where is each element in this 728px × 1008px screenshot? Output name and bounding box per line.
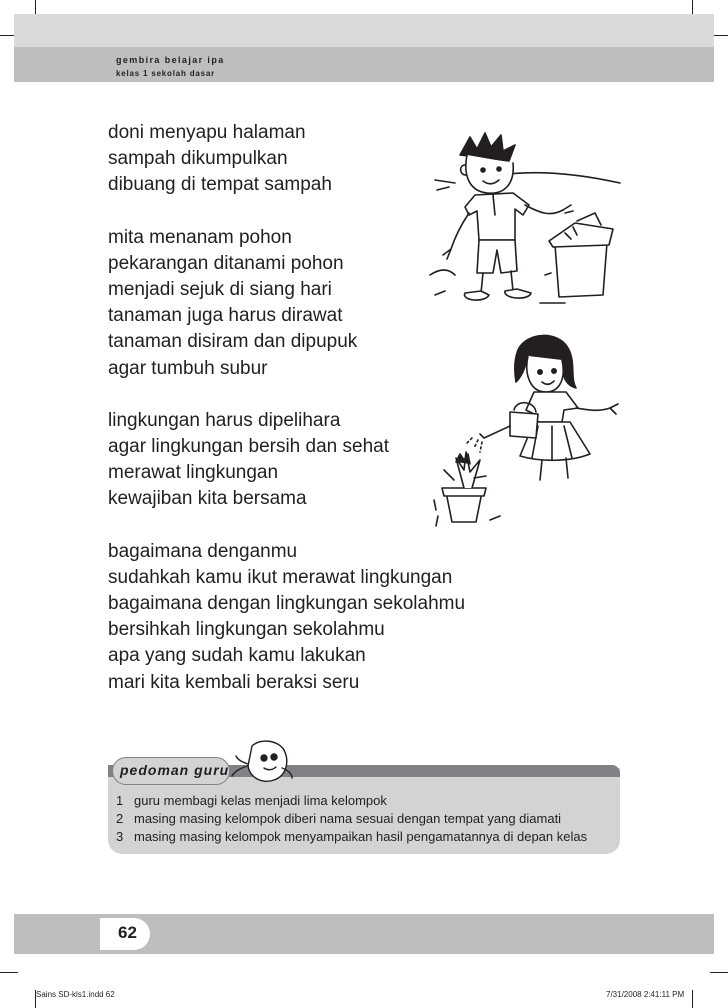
header-subtitle: kelas 1 sekolah dasar (116, 69, 216, 78)
guide-item-text: masing masing kelompok diberi nama sesuai dengan tempat yang diamati (134, 811, 562, 826)
footer-timestamp: 7/31/2008 2:41:11 PM (606, 990, 685, 999)
poem-line: dibuang di tempat sampah (108, 174, 332, 196)
teacher-guide-list (116, 792, 587, 846)
poem-line: agar tumbuh subur (108, 357, 268, 379)
page-number: 62 (118, 923, 137, 942)
poem-stanza (108, 408, 465, 513)
header-title: gembira belajar ipa (116, 55, 225, 65)
teacher-guide-label: pedoman guru (120, 762, 230, 778)
poem-line: agar lingkungan bersih dan sehat (108, 436, 389, 458)
footer-file-name: Sains SD-kls1.indd 62 (36, 990, 115, 999)
crop-mark (692, 990, 693, 1008)
poem (108, 120, 465, 722)
guide-item-text: masing masing kelompok menyampaikan hasil pengamatannya di depan kelas (134, 829, 588, 844)
poem-line: sampah dikumpulkan (108, 148, 288, 170)
guide-item-number: 3 (116, 829, 124, 844)
guide-item-text: guru membagi kelas menjadi lima kelompok (134, 793, 387, 808)
poem-line: pekarangan ditanami pohon (108, 252, 344, 274)
poem-line: kewajiban kita bersama (108, 488, 307, 510)
poem-line: bersihkah lingkungan sekolahmu (108, 619, 385, 641)
poem-line: sudahkah kamu ikut merawat lingkungan (108, 566, 453, 588)
guide-item-number: 1 (116, 793, 124, 808)
poem-line: bagaimana dengan lingkungan sekolahmu (108, 593, 466, 615)
guide-item (116, 810, 587, 828)
crop-mark (710, 972, 728, 973)
poem-line: apa yang sudah kamu lakukan (108, 645, 366, 667)
poem-line: mari kita kembali beraksi seru (108, 671, 360, 693)
poem-line: lingkungan harus dipelihara (108, 409, 341, 431)
poem-stanza (108, 120, 465, 199)
poem-line: bagaimana denganmu (108, 540, 298, 562)
paper-mascot-icon (230, 738, 294, 784)
poem-stanza (108, 539, 465, 696)
poem-line: merawat lingkungan (108, 462, 279, 484)
poem-stanza (108, 225, 465, 382)
crop-mark (0, 972, 18, 973)
guide-item-number: 2 (116, 811, 124, 826)
boy-sweeping-trash-bin-illustration (425, 125, 625, 315)
guide-item (116, 828, 587, 846)
poem-line: tanaman disiram dan dipupuk (108, 331, 358, 353)
poem-line: tanaman juga harus dirawat (108, 305, 343, 327)
guide-item (116, 792, 587, 810)
poem-line: mita menanam pohon (108, 226, 292, 248)
poem-line: doni menyapu halaman (108, 122, 306, 143)
girl-watering-plant-illustration (430, 330, 630, 530)
poem-line: menjadi sejuk di siang hari (108, 279, 332, 301)
